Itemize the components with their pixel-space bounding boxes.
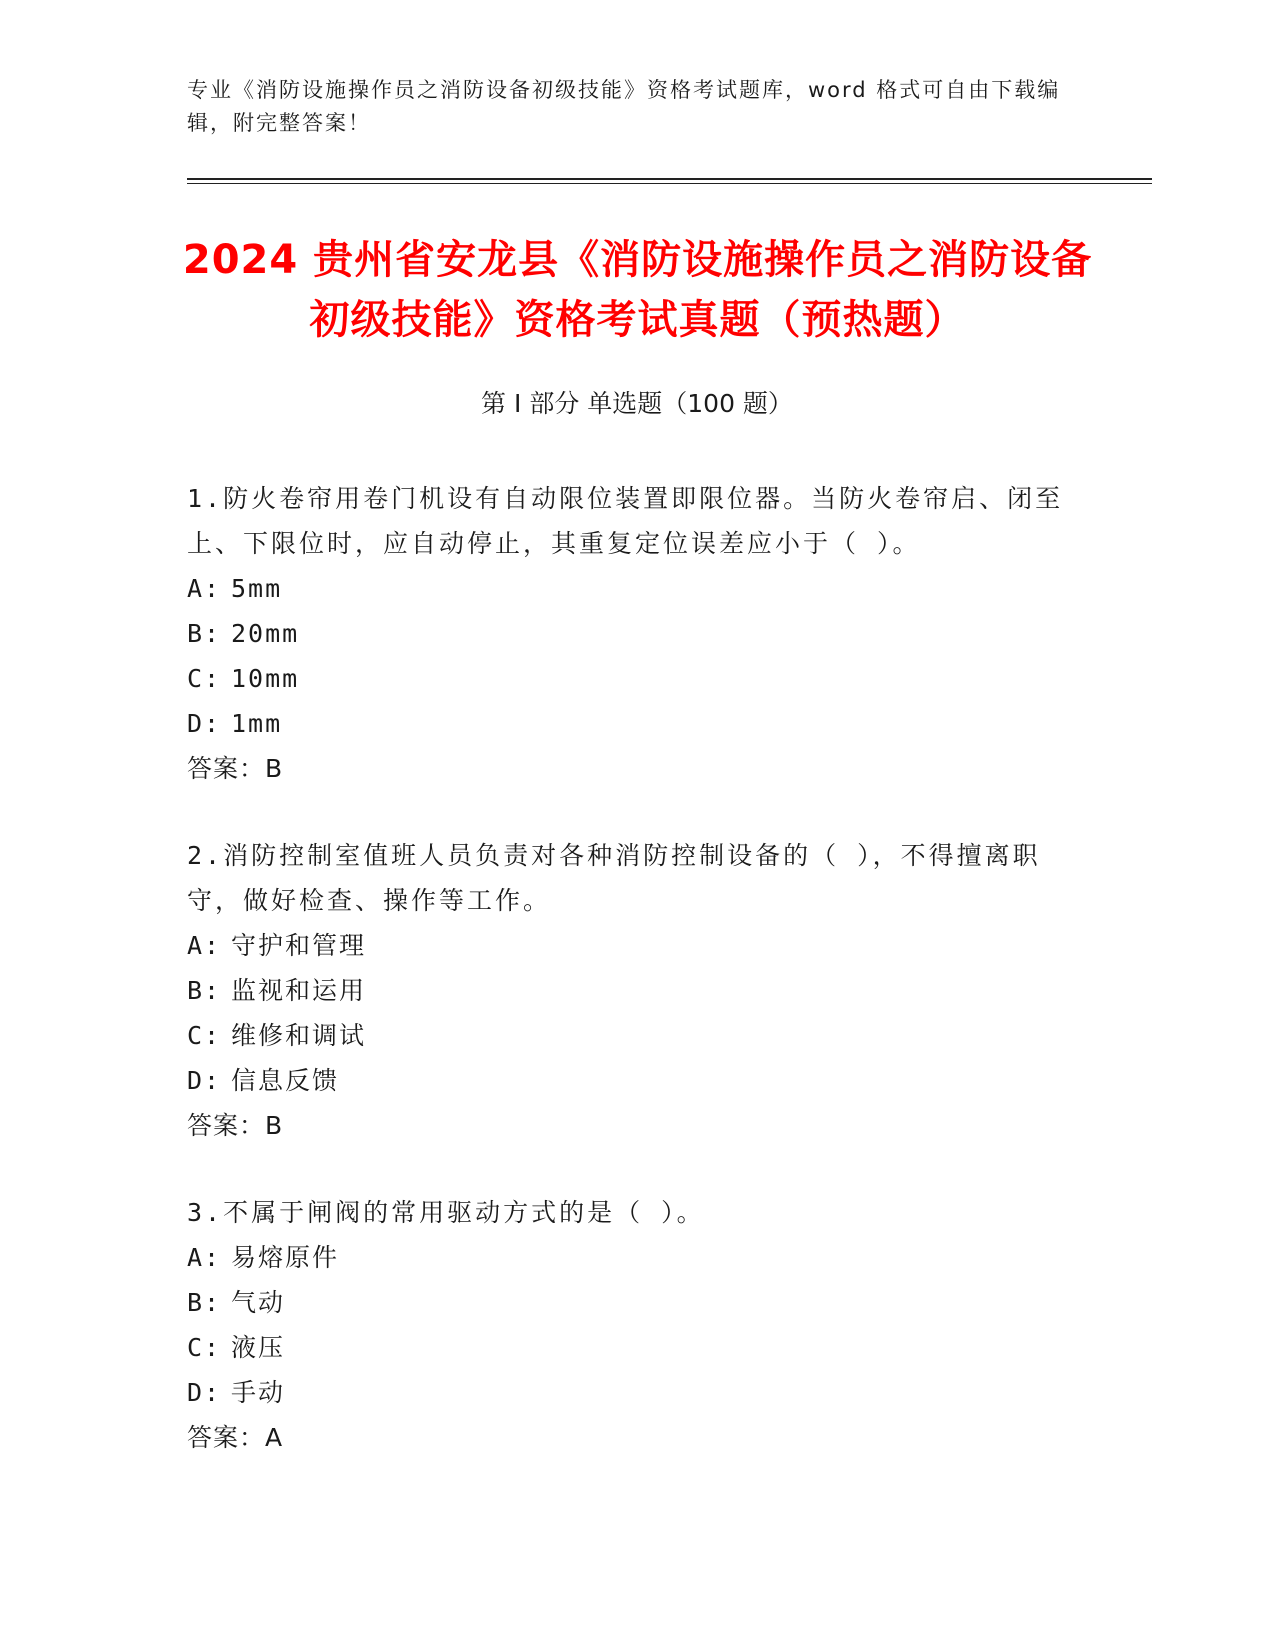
option-b — [187, 1280, 1067, 1325]
option-key: B: — [187, 619, 222, 648]
option-key: D: — [187, 1066, 222, 1095]
option-text: 手动 — [231, 1378, 286, 1407]
option-text: 5mm — [231, 574, 283, 603]
question-3 — [187, 1190, 1067, 1460]
option-key: C: — [187, 1021, 222, 1050]
option-c — [187, 1325, 1067, 1370]
option-key: A: — [187, 1243, 222, 1272]
option-key: C: — [187, 664, 222, 693]
option-key: A: — [187, 574, 222, 603]
answer-line: 答案：B — [187, 754, 284, 783]
option-b — [187, 968, 1067, 1013]
answer-line: 答案：A — [187, 1423, 284, 1452]
question-stem: 2.消防控制室值班人员负责对各种消防控制设备的（ ），不得擅离职守，做好检查、操作等工作。 — [187, 841, 1041, 915]
option-text: 易熔原件 — [231, 1243, 340, 1272]
option-text: 液压 — [231, 1333, 286, 1362]
option-text: 10mm — [231, 664, 300, 693]
option-text: 气动 — [231, 1288, 286, 1317]
option-d — [187, 1058, 1067, 1103]
option-c — [187, 1013, 1067, 1058]
option-key: C: — [187, 1333, 222, 1362]
option-a — [187, 566, 1067, 611]
question-stem: 3.不属于闸阀的常用驱动方式的是（ ）。 — [187, 1198, 705, 1227]
header-note: 专业《消防设施操作员之消防设备初级技能》资格考试题库，word 格式可自由下载编辑，附完整答案！ — [187, 78, 1061, 135]
option-text: 维修和调试 — [231, 1021, 367, 1050]
question-list — [187, 476, 1067, 1502]
option-text: 守护和管理 — [231, 931, 367, 960]
option-d — [187, 1370, 1067, 1415]
option-key: B: — [187, 1288, 222, 1317]
question-1 — [187, 476, 1067, 791]
option-key: D: — [187, 1378, 222, 1407]
option-a — [187, 1235, 1067, 1280]
option-text: 监视和运用 — [231, 976, 367, 1005]
section-title: 第 I 部分 单选题（100 题） — [481, 389, 793, 418]
option-a — [187, 923, 1067, 968]
question-stem: 1.防火卷帘用卷门机设有自动限位装置即限位器。当防火卷帘启、闭至上、下限位时，应自动停止，其重复定位误差应小于（ ）。 — [187, 484, 1064, 558]
answer-line: 答案：B — [187, 1111, 284, 1140]
option-text: 20mm — [231, 619, 300, 648]
option-key: B: — [187, 976, 222, 1005]
header-divider-thin — [187, 183, 1152, 184]
option-c — [187, 656, 1067, 701]
option-key: A: — [187, 931, 222, 960]
option-text: 1mm — [231, 709, 283, 738]
option-key: D: — [187, 709, 222, 738]
option-d — [187, 701, 1067, 746]
option-b — [187, 611, 1067, 656]
option-text: 信息反馈 — [231, 1066, 340, 1095]
question-2 — [187, 833, 1067, 1148]
document-title: 2024 贵州省安龙县《消防设施操作员之消防设备初级技能》资格考试真题（预热题） — [182, 237, 1093, 343]
header-divider-thick — [187, 178, 1152, 180]
